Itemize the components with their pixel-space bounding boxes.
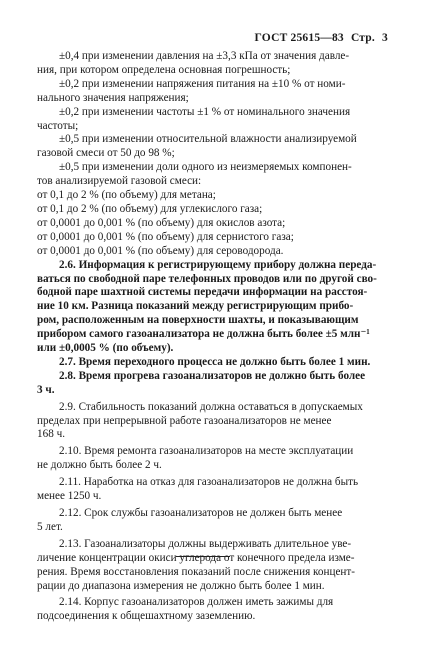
text-line: 2.6. Информация к регистрирующему прибору должна переда-	[59, 258, 377, 271]
text-line: от 0,1 до 2 % (по объему) для метана;	[37, 189, 216, 202]
text-line: нального значения напряжения;	[37, 91, 189, 104]
text-line: рации до диапазона измерения не должно быть более 1 мин.	[37, 579, 325, 592]
text-line: 2.9. Стабильность показаний должна оставаться в допускаемых	[59, 400, 363, 413]
text-line: от 0,0001 до 0,001 % (по объему) для сероводорода.	[37, 244, 284, 257]
text-line: бодной паре шахтной системы передачи информации на расстоя-	[37, 286, 368, 299]
text-line: ±0,2 при изменении напряжения питания на ±10 % от номи-	[59, 77, 346, 90]
page-label: Стр.	[350, 32, 375, 44]
text-line: ние 10 км. Разница показаний между регистрирующим прибо-	[37, 300, 354, 313]
document-body	[37, 50, 394, 624]
text-line: 168 ч.	[37, 428, 66, 441]
text-line: 2.14. Корпус газоанализаторов должен иметь зажимы для	[59, 596, 334, 609]
end-rule	[176, 556, 230, 557]
text-line: ±0,4 при изменении давления на ±3,3 кПа от значения давле-	[59, 50, 350, 62]
text-line: не должно быть более 2 ч.	[37, 459, 162, 472]
text-line: 3 ч.	[37, 383, 55, 396]
text-line: личение концентрации окиси углерода от конечного предела изме-	[37, 551, 355, 564]
text-line: 2.13. Газоанализаторы должны выдерживать длительное уве-	[59, 537, 352, 550]
text-line: ±0,5 при изменении доли одного из неизмеряемых компонен-	[59, 161, 352, 174]
text-line: 2.8. Время прогрева газоанализаторов не должно быть более	[59, 369, 366, 382]
text-line: 2.10. Время ремонта газоанализаторов на месте эксплуатации	[59, 445, 354, 458]
text-line: 5 лет.	[37, 520, 63, 533]
text-line: 2.11. Наработка на отказ для газоанализаторов не должна быть	[59, 476, 359, 489]
page-header	[251, 32, 388, 44]
text-line: ±0,5 при изменении относительной влажности анализируемой	[59, 133, 357, 146]
text-line: ±0,2 при изменении частоты ±1 % от номинального значения	[59, 105, 351, 118]
text-line: ром, расположенным на поверхности шахты, и показывающим	[37, 314, 359, 327]
text-line: рения. Время восстановления показаний после снижения концент-	[37, 565, 356, 578]
text-line: от 0,1 до 2 % (по объему) для углекислого газа;	[37, 202, 263, 215]
text-line: ваться по свободной паре телефонных проводов или по другой сво-	[37, 272, 377, 285]
page-number: 3	[382, 32, 388, 44]
text-line: 2.12. Срок службы газоанализаторов не должен быть менее	[59, 507, 343, 519]
text-line: тов анализируемой газовой смеси:	[37, 175, 202, 188]
text-line: от 0,0001 до 0,001 % (по объему) для окислов азота;	[37, 216, 286, 229]
text-line: пределах при непрерывной работе газоанализаторов не менее	[37, 414, 332, 427]
text-line: ния, при котором определена основная погрешность;	[37, 63, 291, 76]
text-line: подсоединения к общешахтному заземлению.	[37, 610, 256, 623]
text-line: или ±0,0005 % (по объему).	[37, 342, 174, 355]
standard-number: ГОСТ 25615—83	[254, 32, 344, 44]
text-line: прибором самого газоанализатора не должна быть более ±5 млн⁻¹	[37, 328, 370, 341]
text-line: 2.7. Время переходного процесса не должно быть более 1 мин.	[59, 355, 371, 368]
text-line: от 0,0001 до 0,001 % (по объему) для сернистого газа;	[37, 230, 294, 243]
text-line: частоты;	[37, 119, 79, 132]
text-line: менее 1250 ч.	[37, 490, 102, 503]
text-line: газовой смеси от 50 до 98 %;	[37, 147, 175, 160]
